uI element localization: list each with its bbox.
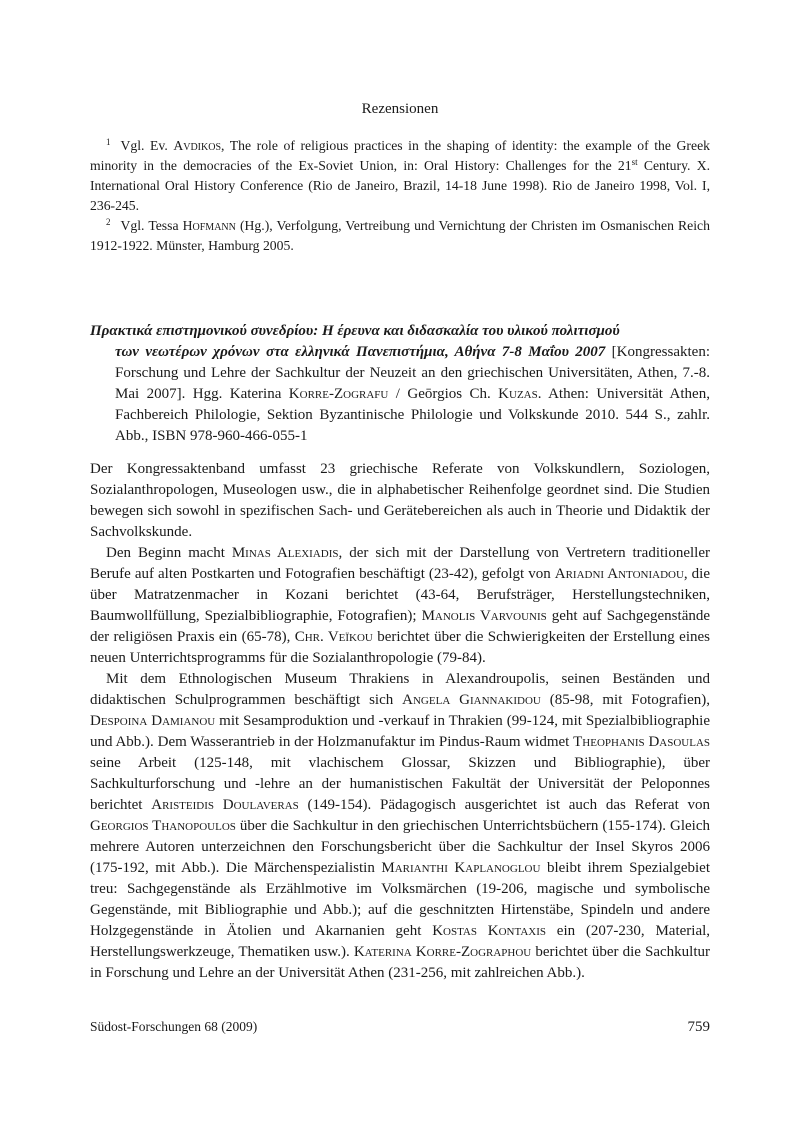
author-name: Georgios Thanopoulos	[90, 818, 236, 834]
document-page	[90, 0, 710, 1129]
body-paragraph-1: Der Kongressaktenband umfasst 23 griechische Referate von Volkskundlern, Soziologen, Sozialanthropologen, Museologen usw., die in alphabetischer Reihenfolge geordnet sind. Die Studien bewegen sich sowohl in spezifischen Sach- und Gerätebereichen als auch in Theorie und Didaktik der Sachvolkskunde.	[90, 461, 710, 540]
footnote-number: 2	[106, 217, 111, 227]
author-name: Ariadni Antoniadou	[554, 566, 684, 582]
author-name: Manolis Varvounis	[421, 608, 547, 624]
page-number: 759	[687, 1019, 710, 1035]
body-text: geht auf Sachgegenstände der religiösen Praxis ein (65-78),	[90, 608, 711, 645]
review-body	[90, 459, 710, 984]
body-text: , die über Matratzenmacher in Kozani berichtet (43-64, Berufsträger, Herstellungstechniken, Baumwollfüllung, Spezialbibliographie, Fotografien);	[90, 566, 711, 624]
body-text: ein (207-230, Material, Herstellungswerkzeuge, Thematiken usw.).	[90, 923, 711, 960]
greek-title: Πρακτικά επιστημονικού συνεδρίου: Η έρευνα και διδασκαλία του υλικού πολιτισμού	[90, 323, 620, 339]
footnote-text: Vgl. Tessa	[120, 218, 183, 233]
review-bibliographic-info	[115, 342, 710, 447]
review-info-text: . Athen: Universität Athen, Fachbereich Philologie, Sektion Byzantinische Philologie und Volkskunde 2010. 544 S., zahlr. Abb., ISBN 978-960-466-055-1	[115, 386, 710, 444]
author-name: Despoina Damianou	[90, 713, 216, 729]
body-text: mit Sesamproduktion und -verkauf in Thrakien (99-124, mit Spezialbibliographie und Abb.). Dem Wasserantrieb in der Holzmanufaktur im Pindus-Raum widmet	[90, 713, 710, 750]
body-text: (85-98, mit Fotografien),	[540, 692, 710, 708]
footnote-number: 1	[106, 137, 111, 147]
footnotes	[90, 136, 710, 256]
body-text: berichtet über die Sachkultur in Forschung und Lehre an der Universität Athen (231-256, mit zahlreichen Abb.).	[90, 944, 711, 981]
body-text: Den Beginn macht	[106, 545, 232, 561]
footnote-text: , The role of religious practices in the shaping of identity: the example of the Greek minority in the democracies of the Ex-Soviet Union, in: Oral History: Challenges for the 21	[90, 138, 710, 173]
editor-name: Korre-Zografu	[288, 386, 389, 402]
author-name: Minas Alexiadis	[231, 545, 339, 561]
body-text: Mit dem Ethnologischen Museum Thrakiens in Alexandroupolis, seinen Beständen und didaktischen Schulprogrammen beschäftigt sich	[90, 671, 710, 708]
ordinal-suffix: st	[631, 157, 638, 167]
author-name: Chr. Veïkou	[294, 629, 373, 645]
author-name: Angela Giannakidou	[402, 692, 541, 708]
footnote-2	[90, 216, 710, 256]
author-name: Marianthi Kaplanoglou	[381, 860, 541, 876]
author-name: Katerina Korre-Zographou	[353, 944, 532, 960]
footnote-1	[90, 136, 710, 216]
body-paragraph-3	[90, 669, 710, 984]
body-text: seine Arbeit (125-148, mit vlachischem Glossar, Skizzen und Bibliographie), über Sachkulturforschung und -lehre an der humanistischen Fakultät der Universität der Peloponnes berichtet	[90, 755, 710, 813]
journal-citation: Südost-Forschungen 68 (2009)	[90, 1019, 258, 1034]
body-text: , der sich mit der Darstellung von Vertretern traditioneller Berufe auf alten Postkarten und Fotografien beschäftigt (23-42), gefolgt von	[90, 545, 710, 582]
greek-title: των νεωτέρων χρόνων στα ελληνικά Πανεπιστήμια, Αθήνα 7-8 Μαΐου 2007	[115, 344, 606, 360]
footnote-text: (Hg.), Verfolgung, Vertreibung und Vernichtung der Christen im Osmanischen Reich 1912-1922. Münster, Hamburg 2005.	[90, 218, 710, 253]
author-name: Hofmann	[182, 218, 236, 233]
body-text: berichtet über die Schwierigkeiten der Erstellung eines neuen Unterrichtsprogramms für die Sozialanthropologie (79-84).	[90, 629, 710, 666]
review-info-text: [Kongressakten: Forschung und Lehre der Sachkultur der Neuzeit an den griechischen Universitäten, Athen, 7.-8. Mai 2007]. Hgg. Katerina	[115, 344, 710, 402]
footnote-text: Century. X. International Oral History Conference (Rio de Janeiro, Brazil, 14-18 June 1998). Rio de Janeiro 1998, Vol. I, 236-245.	[90, 158, 711, 213]
review-info-text: / Geōrgios Ch.	[388, 386, 499, 402]
review-title-line	[90, 321, 710, 342]
author-name: Aristeidis Doulaveras	[151, 797, 299, 813]
author-name: Theophanis Dasoulas	[573, 734, 711, 750]
running-head: Rezensionen	[361, 101, 439, 117]
footnote-text: Vgl. Ev.	[120, 138, 174, 153]
body-text: bleibt ihrem Spezialgebiet treu: Sachgegenstände als Erzählmotive im Volksmärchen (19-206, magische und symbolische Gegenstände, mit Bibliographie und Abb.); auf die geschnitzten Hirtenstäbe, Spindeln und andere Holzgegenstände in Ätolien und Akarnanien geht	[90, 860, 710, 939]
body-text: über die Sachkultur in den griechischen Unterrichtsbüchern (155-174). Gleich mehrere Autoren unterzeichnen den Forschungsbericht über die Sachkultur der Insel Skyros 2006 (175-192, mit Abb.). Die Märchenspezialistin	[90, 818, 710, 876]
author-name: Kostas Kontaxis	[432, 923, 547, 939]
author-name: Avdikos	[173, 138, 222, 153]
body-text: (149-154). Pädagogisch ausgerichtet ist auch das Referat von	[298, 797, 710, 813]
review-heading	[90, 321, 710, 447]
body-paragraph-2	[90, 543, 710, 669]
editor-name: Kuzas	[498, 386, 538, 402]
